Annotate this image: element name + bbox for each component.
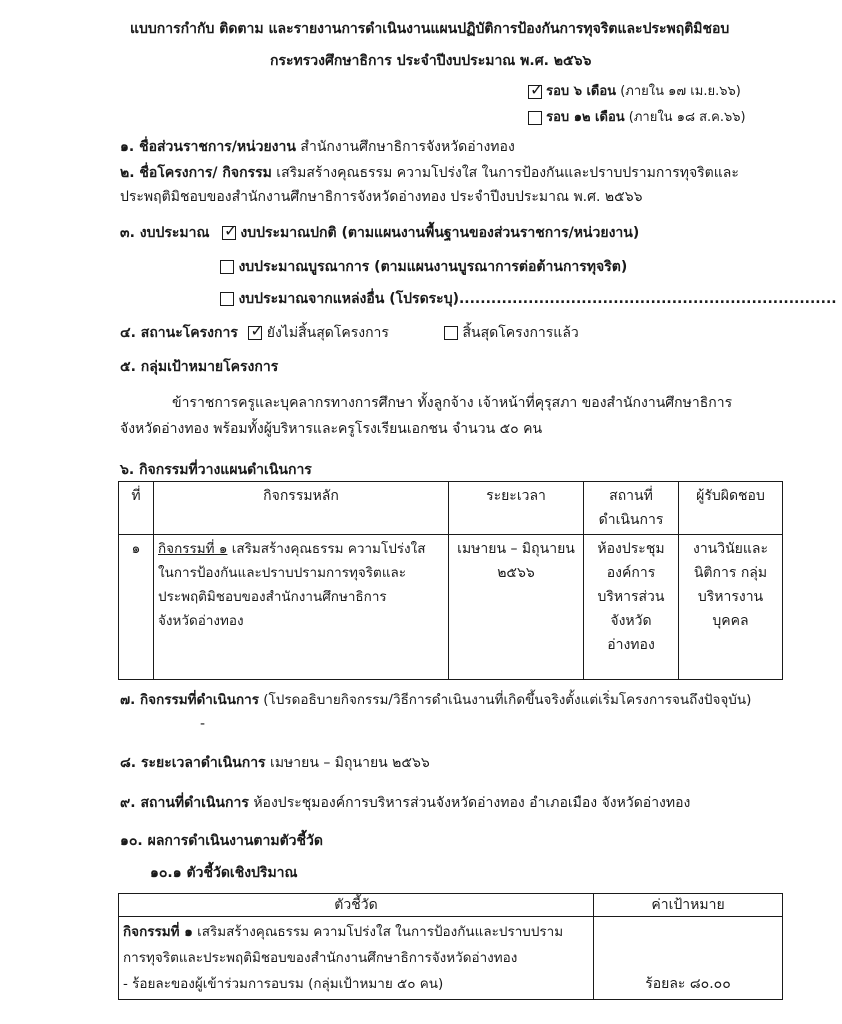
section-3-row-2 xyxy=(220,256,627,278)
section-9 xyxy=(120,792,690,814)
row-no: ๑ xyxy=(119,535,154,680)
section-5-line-2: จังหวัดอ่างทอง พร้อมทั้งผู้บริหารและครูโรงเรียนเอกชน จำนวน ๕๐ คน xyxy=(120,421,543,437)
row-resp-1: งานวินัยและ xyxy=(692,541,769,557)
row-activity xyxy=(154,535,449,680)
section-7-note: (โปรดอธิบายกิจกรรม/วิธีการดำเนินงานที่เกิดขึ้นจริงตั้งแต่เริ่มโครงการจนถึงปัจจุบัน) xyxy=(263,692,752,708)
header-indicator: ตัวชี้วัด xyxy=(119,894,594,917)
section-2-value-2: ประพฤติมิชอบของสำนักงานศึกษาธิการจังหวัดอ่างทอง ประจำปีงบประมาณ พ.ศ. ๒๕๖๖ xyxy=(120,189,643,205)
status-finished-checkbox[interactable] xyxy=(444,326,458,340)
title-line-1: แบบการกำกับ ติดตาม และรายงานการดำเนินงานแผนปฏิบัติการป้องกันการทุจริตและประพฤติมิชอบ xyxy=(130,21,730,37)
activity-plan-table xyxy=(118,481,783,680)
header-place-2: ดำเนินการ xyxy=(598,512,664,528)
row-resp-3: บริหารงาน xyxy=(697,589,764,605)
section-9-value: ห้องประชุมองค์การบริหารส่วนจังหวัดอ่างทอง อำเภอเมือง จังหวัดอ่างทอง xyxy=(253,795,691,811)
indicator-line-3: - ร้อยละของผู้เข้าร่วมการอบรม (กลุ่มเป้าหมาย ๕๐ คน) xyxy=(123,976,444,992)
row-place-3: บริหารส่วน xyxy=(597,589,665,605)
budget-integrated-checkbox[interactable] xyxy=(220,260,234,274)
section-2-value-1: เสริมสร้างคุณธรรม ความโปร่งใส ในการป้องกันและปราบปรามการทุจริตและ xyxy=(276,165,739,181)
header-place-1: สถานที่ xyxy=(609,488,653,504)
round-12-checkbox[interactable] xyxy=(528,111,542,125)
round-12-row xyxy=(528,106,746,127)
table-header-row xyxy=(119,482,783,535)
section-8 xyxy=(120,752,430,774)
round-12-label: รอบ ๑๒ เดือน xyxy=(546,110,625,125)
status-ongoing-checkbox[interactable] xyxy=(248,326,262,340)
section-4-opt-2 xyxy=(444,322,579,344)
section-10-label: ๑๐. ผลการดำเนินงานตามตัวชี้วัด xyxy=(120,833,323,849)
row-period xyxy=(449,535,584,680)
section-5-line-1: ข้าราชการครูและบุคลากรทางการศึกษา ทั้งลูกจ้าง เจ้าหน้าที่คุรุสภา ของสำนักงานศึกษาธิการ xyxy=(172,395,733,411)
budget-normal-label: งบประมาณปกติ (ตามแผนงานพื้นฐานของส่วนราชการ/หน่วยงาน) xyxy=(240,225,640,241)
section-8-label: ๘. ระยะเวลาดำเนินการ xyxy=(120,755,266,771)
status-finished-label: สิ้นสุดโครงการแล้ว xyxy=(462,325,579,341)
target-value: ร้อยละ ๘๐.๐๐ xyxy=(594,917,783,1000)
header-responsible: ผู้รับผิดชอบ xyxy=(679,482,783,535)
section-8-value: เมษายน – มิถุนายน ๒๕๖๖ xyxy=(270,755,430,771)
section-3-row-1 xyxy=(120,222,639,244)
section-2 xyxy=(120,162,739,184)
status-ongoing-label: ยังไม่สิ้นสุดโครงการ xyxy=(266,325,389,341)
row-place-4: จังหวัด xyxy=(610,613,652,629)
section-3-row-3 xyxy=(220,288,837,310)
indicator-row xyxy=(119,917,783,1000)
section-1 xyxy=(120,136,515,158)
row-place-1: ห้องประชุม xyxy=(597,541,665,557)
section-7-value: - xyxy=(200,716,206,732)
indicator-cell xyxy=(119,917,594,1000)
round-6-checkbox[interactable] xyxy=(528,85,542,99)
row-activity-prefix: กิจกรรมที่ ๑ xyxy=(158,541,228,557)
section-4-label: ๔. สถานะโครงการ xyxy=(120,325,238,341)
budget-integrated-label: งบประมาณบูรณาการ (ตามแผนงานบูรณาการต่อต้านการทุจริต) xyxy=(238,259,628,275)
round-6-row xyxy=(528,80,741,101)
budget-other-checkbox[interactable] xyxy=(220,292,234,306)
row-period-1: เมษายน – มิถุนายน xyxy=(457,541,575,557)
section-3-label: ๓. งบประมาณ xyxy=(120,225,210,241)
section-6-label: ๖. กิจกรรมที่วางแผนดำเนินการ xyxy=(120,462,312,478)
section-7-label: ๗. กิจกรรมที่ดำเนินการ xyxy=(120,692,259,708)
indicator-activity-label: กิจกรรมที่ ๑ xyxy=(123,924,193,940)
header-target: ค่าเป้าหมาย xyxy=(594,894,783,917)
round-6-label: รอบ ๖ เดือน xyxy=(546,84,617,99)
row-resp-4: บุคคล xyxy=(712,613,749,629)
section-1-label: ๑. ชื่อส่วนราชการ/หน่วยงาน xyxy=(120,139,296,155)
title-line-2: กระทรวงศึกษาธิการ ประจำปีงบประมาณ พ.ศ. ๒๕๖๖ xyxy=(270,53,592,69)
row-period-2: ๒๕๖๖ xyxy=(497,565,535,581)
indicator-header-row xyxy=(119,894,783,917)
header-activity: กิจกรรมหลัก xyxy=(154,482,449,535)
header-place xyxy=(584,482,679,535)
round-12-note: (ภายใน ๑๘ ส.ค.๖๖) xyxy=(628,110,746,125)
row-responsible xyxy=(679,535,783,680)
row-activity-4: จังหวัดอ่างทอง xyxy=(158,613,244,629)
section-7 xyxy=(120,688,751,710)
row-activity-2: ในการป้องกันและปราบปรามการทุจริตและ xyxy=(158,565,407,581)
round-6-note: (ภายใน ๑๗ เม.ย.๖๖) xyxy=(620,84,741,99)
indicator-line-2: การทุจริตและประพฤติมิชอบของสำนักงานศึกษาธิการจังหวัดอ่างทอง xyxy=(123,950,518,966)
section-5-label: ๕. กลุ่มเป้าหมายโครงการ xyxy=(120,359,279,375)
row-activity-3: ประพฤติมิชอบของสำนักงานศึกษาธิการ xyxy=(158,589,387,605)
section-10-1-label: ๑๐.๑ ตัวชี้วัดเชิงปริมาณ xyxy=(150,865,298,881)
row-place-2: องค์การ xyxy=(606,565,656,581)
row-place xyxy=(584,535,679,680)
indicator-line-1: เสริมสร้างคุณธรรม ความโปร่งใส ในการป้องกันและปราบปราม xyxy=(192,924,564,940)
table-row xyxy=(119,535,783,680)
budget-other-label: งบประมาณจากแหล่งอื่น (โปรดระบุ)....................................................................... xyxy=(238,291,837,307)
row-activity-1: เสริมสร้างคุณธรรม ความโปร่งใส xyxy=(227,541,426,557)
section-1-value: สำนักงานศึกษาธิการจังหวัดอ่างทอง xyxy=(300,139,515,155)
header-no: ที่ xyxy=(119,482,154,535)
section-9-label: ๙. สถานที่ดำเนินการ xyxy=(120,795,249,811)
section-2-label: ๒. ชื่อโครงการ/ กิจกรรม xyxy=(120,165,272,181)
header-period: ระยะเวลา xyxy=(449,482,584,535)
section-4 xyxy=(120,322,389,344)
indicator-table xyxy=(118,893,783,1000)
budget-normal-checkbox[interactable] xyxy=(222,226,236,240)
row-resp-2: นิติการ กลุ่ม xyxy=(693,565,768,581)
row-place-5: อ่างทอง xyxy=(607,637,655,653)
